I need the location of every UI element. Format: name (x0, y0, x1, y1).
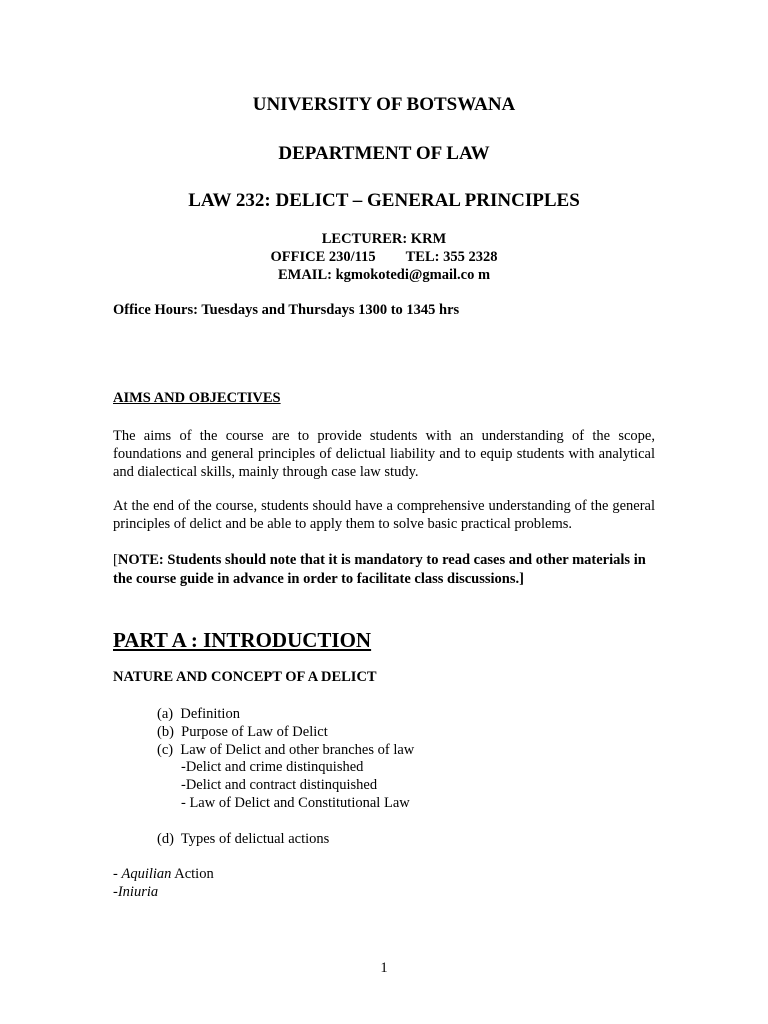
email-line: EMAIL: kgmokotedi@gmail.co m (277, 267, 491, 283)
nature-subheading: NATURE AND CONCEPT OF A DELICT (113, 669, 377, 685)
aims-paragraph-2: At the end of the course, students should have a comprehensive understanding of the general principles of delict and be able to apply them to solve basic practical problems. (113, 498, 655, 532)
page-number: 1 (380, 960, 388, 976)
iniuria-action (113, 884, 158, 901)
part-a-heading: PART A : INTRODUCTION (113, 628, 372, 652)
aquilian-prefix: - (113, 866, 122, 882)
office-hours: Office Hours: Tuesdays and Thursdays 1300 to 1345 hrs (113, 302, 460, 318)
note-open-bracket: [ (113, 552, 118, 568)
iniuria-term: Iniuria (117, 884, 159, 900)
aquilian-suffix: Action (171, 866, 214, 882)
note-paragraph (113, 551, 658, 588)
iniuria-prefix: - (113, 884, 118, 900)
department-title: DEPARTMENT OF LAW (278, 143, 490, 164)
aquilian-action (113, 866, 214, 883)
note-text: NOTE: Students should note that it is mandatory to read cases and other materials in the course guide in advance in order to facilitate class discussions.] (113, 552, 646, 587)
office-tel-line (0, 248, 768, 266)
office-number: OFFICE 230/115 (270, 249, 376, 265)
course-title: LAW 232: DELICT – GENERAL PRINCIPLES (188, 190, 580, 211)
lecturer-line: LECTURER: KRM (321, 231, 447, 247)
aims-heading: AIMS AND OBJECTIVES (113, 390, 281, 406)
list-subitem: - Law of Delict and Constitutional Law (181, 794, 410, 811)
list-item: (b) Purpose of Law of Delict (157, 723, 328, 740)
types-item: (d) Types of delictual actions (157, 831, 330, 847)
list-item: (c) Law of Delict and other branches of law (157, 741, 415, 758)
university-title: UNIVERSITY OF BOTSWANA (252, 94, 516, 115)
aims-paragraph-1: The aims of the course are to provide students with an understanding of the scope, foundations and general principles of delictual liability and to equip students with analytical and dialectical skills, mainly through case law study. (113, 428, 655, 480)
telephone: TEL: 355 2328 (405, 249, 498, 265)
list-item: (a) Definition (157, 706, 240, 722)
list-subitem: -Delict and contract distinquished (181, 777, 378, 794)
aquilian-term: Aquilian (121, 866, 172, 882)
topic-list (157, 706, 414, 813)
contact-block (0, 230, 768, 284)
list-subitem: -Delict and crime distinquished (181, 759, 364, 776)
